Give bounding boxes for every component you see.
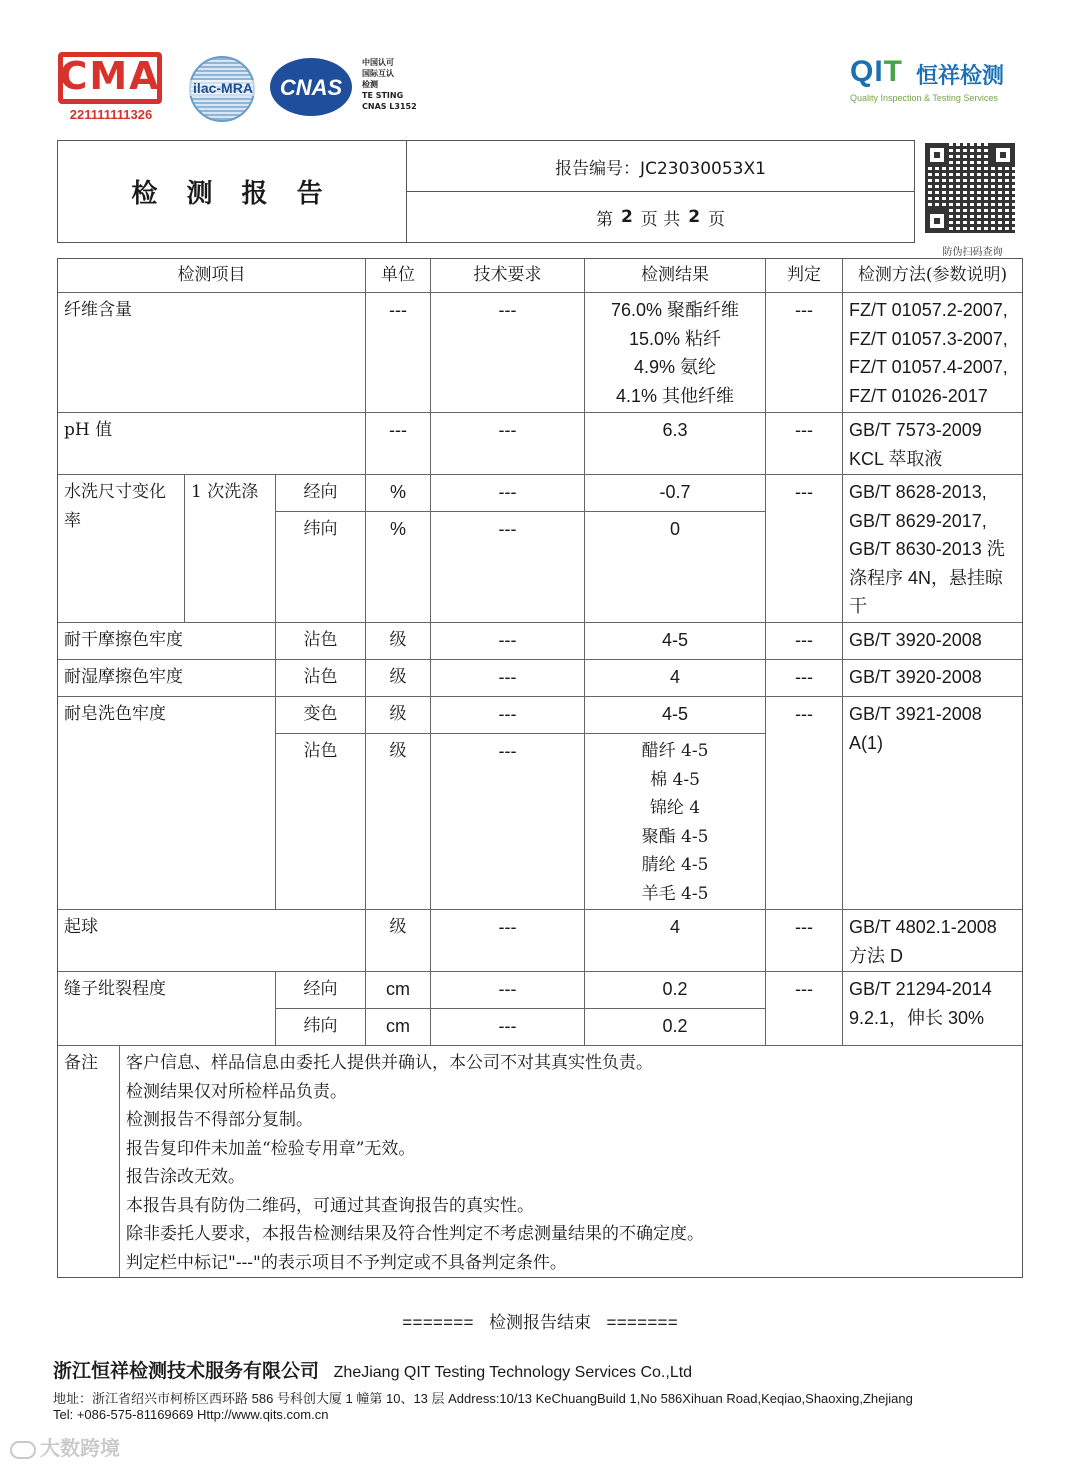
cnas-side-text [362,57,432,112]
page-suffix: 页 [708,209,726,230]
judgement-cell: --- [766,475,843,623]
method-line: GB/T 21294-2014 [849,979,992,999]
requirement-cell: --- [431,512,585,623]
unit-cell: 级 [366,697,431,734]
table-row-item: 耐干摩擦色牢度 [58,623,276,660]
cma-logo [58,52,163,124]
report-title: 检 测 报 告 [131,179,333,209]
method-cell [843,293,1022,413]
stain-result-line: 羊毛 4-5 [641,883,709,904]
table-row-item: 缝子纰裂程度 [58,972,276,1046]
method-line: 9.2.1，伸长 30% [849,1007,985,1028]
company-name-cn: 浙江恒祥检测技术服务有限公司 [53,1360,320,1382]
note-line: 判定栏中标记"---"的表示项目不予判定或不具备判定条件。 [126,1252,567,1273]
requirement-cell: --- [431,413,585,475]
requirement-cell: --- [431,734,585,910]
note-line: 检测报告不得部分复制。 [126,1110,313,1130]
note-line: 本报告具有防伪二维码，可通过其查询报告的真实性。 [126,1195,534,1216]
report-end-marker [0,1308,1080,1334]
qr-caption: 防伪扫码查询 [942,247,1003,258]
result-cell: 0 [585,512,766,623]
fiber-result-line: 4.1% 其他纤维 [615,385,735,406]
stain-result-line: 腈纶 4-5 [641,855,709,875]
cnas-side-line: 国际互认 [362,69,394,78]
result-cell: 4 [585,910,766,972]
method-cell [843,910,1022,972]
qit-brand [850,55,903,89]
report-title-cell [58,141,407,242]
qit-logo [850,55,1020,105]
table-row-item: 耐湿摩擦色牢度 [58,660,276,697]
stain-result-line: 锦纶 4 [649,798,701,818]
method-line: FZ/T 01057.3-2007, [849,328,1008,349]
notes-label: 备注 [58,1046,120,1277]
footer-company [53,1356,692,1383]
report-number: 报告编号：JC23030053X1 [407,141,914,192]
notes-list [120,1046,1022,1277]
page-current: 2 [620,207,633,227]
wash-cycle-cell: 1 次洗涤 [185,475,276,623]
footer-contact[interactable]: Tel: +086-575-81169669 Http://www.qits.com.cn [53,1407,329,1422]
table-row-item: 纤维含量 [58,293,366,413]
ilac-mra-logo [189,56,257,122]
method-line: FZ/T 01057.2-2007, [849,300,1008,320]
qr-finder [991,143,1015,167]
fiber-result-line: 76.0% 聚酯纤维 [610,300,740,320]
test-results-table [57,258,1023,1278]
method-cell: GB/T 3920-2008 [843,623,1022,660]
header-result: 检测结果 [585,259,766,293]
cnas-text: CNAS [279,75,343,100]
unit-cell: cm [366,1009,431,1046]
qit-brand-t: T [883,55,903,88]
judgement-cell: --- [766,623,843,660]
requirement-cell: --- [431,475,585,512]
stain-result-line: 聚酯 4-5 [641,826,709,847]
direction-cell: 纬向 [276,512,366,623]
sub-item-cell: 沾色 [276,623,366,660]
qit-subtitle: Quality Inspection & Testing Services [850,93,998,103]
note-line: 除非委托人要求，本报告检测结果及符合性判定不考虑测量结果的不确定度。 [126,1224,704,1244]
header-item: 检测项目 [58,259,366,293]
table-row-item: pH 值 [58,413,366,475]
end-marker-left: ======= [402,1315,474,1334]
result-cell: 6.3 [585,413,766,475]
header-requirement: 技术要求 [431,259,585,293]
end-marker-text: 检测报告结束 [489,1313,591,1333]
note-line: 报告复印件未加盖“检验专用章”无效。 [126,1138,416,1159]
cma-letters: CMA [59,54,161,98]
page-indicator [407,192,914,242]
table-row-item: 起球 [58,910,366,972]
result-cell: 4-5 [585,623,766,660]
cnas-side-line: 检测 [362,80,378,89]
requirement-cell: --- [431,972,585,1009]
method-line: 方法 D [849,945,903,966]
qit-brand-qi: QI [850,55,884,88]
judgement-cell: --- [766,293,843,413]
note-line: 检测结果仅对所检样品负责。 [126,1081,347,1102]
unit-cell: % [366,475,431,512]
stain-result-line: 棉 4-5 [650,769,700,790]
page-total: 2 [688,207,701,227]
method-line: GB/T 3921-2008 [849,704,982,724]
requirement-cell: --- [431,660,585,697]
method-line: FZ/T 01026-2017 [849,385,988,406]
sub-item-cell: 沾色 [276,660,366,697]
judgement-cell: --- [766,413,843,475]
company-name-en: ZheJiang QIT Testing Technology Services Co.,Ltd [333,1364,693,1381]
cnas-side-line: CNAS L3152 [362,102,417,111]
result-cell: -0.7 [585,475,766,512]
method-cell: GB/T 3920-2008 [843,660,1022,697]
stain-result-line: 醋纤 4-5 [641,741,709,761]
sub-item-cell: 沾色 [276,734,366,910]
end-marker-right: ======= [606,1315,678,1334]
unit-cell: 级 [366,910,431,972]
report-title-box [57,140,915,243]
ilac-mra-text: ilac-MRA [185,80,261,96]
judgement-cell: --- [766,697,843,910]
page-prefix: 第 [595,209,613,230]
qr-finder [925,209,949,233]
direction-cell: 纬向 [276,1009,366,1046]
cnas-side-line: 中国认可 [362,58,394,67]
result-cell: 4 [585,660,766,697]
page-mid: 页 共 [640,209,681,230]
result-cell: 4-5 [585,697,766,734]
method-line: GB/T 4802.1-2008 [849,917,997,937]
header-unit: 单位 [366,259,431,293]
result-cell: 0.2 [585,1009,766,1046]
judgement-cell: --- [766,972,843,1046]
judgement-cell: --- [766,910,843,972]
result-cell: 0.2 [585,972,766,1009]
unit-cell: --- [366,293,431,413]
unit-cell: % [366,512,431,623]
method-line: A(1) [849,732,884,753]
note-line: 客户信息、样品信息由委托人提供并确认，本公司不对其真实性负责。 [126,1053,653,1073]
method-cell [843,697,1022,910]
unit-cell: 级 [366,734,431,910]
qit-cn-name: 恒祥检测 [916,64,1005,89]
unit-cell: cm [366,972,431,1009]
result-cell [585,734,766,910]
requirement-cell: --- [431,1009,585,1046]
direction-cell: 经向 [276,972,366,1009]
method-line: GB/T 7573-2009 [849,420,982,440]
direction-cell: 经向 [276,475,366,512]
method-line: FZ/T 01057.4-2007, [849,357,1008,377]
fiber-result-line: 4.9% 氨纶 [633,357,717,377]
requirement-cell: --- [431,910,585,972]
footer-address: 地址：浙江省绍兴市柯桥区西环路 586 号科创大厦 1 幢第 10、13 层 Address:10/13 KeChuangBuild 1,No 586Xihuan Road,Keqiao,Shaoxing,Zhejiang [53,1391,913,1406]
unit-cell: 级 [366,660,431,697]
fiber-result-line: 15.0% 粘纤 [628,328,722,349]
judgement-cell: --- [766,660,843,697]
unit-cell: 级 [366,623,431,660]
watermark-logo-icon [10,1441,36,1459]
unit-cell: --- [366,413,431,475]
cnas-logo [270,58,352,118]
watermark [10,1432,120,1461]
qr-code-icon[interactable] [925,143,1015,233]
method-cell [843,972,1022,1046]
table-row-item: 耐皂洗色牢度 [58,697,276,910]
sub-item-cell: 变色 [276,697,366,734]
header-method: 检测方法(参数说明) [843,259,1022,293]
method-cell [843,413,1022,475]
table-row-item: 水洗尺寸变化率 [58,475,185,623]
note-line: 报告涂改无效。 [126,1167,245,1187]
requirement-cell: --- [431,293,585,413]
cma-number: 221111111326 [69,107,153,122]
method-line: KCL 萃取液 [849,448,943,469]
header-judgement: 判定 [766,259,843,293]
result-cell [585,293,766,413]
method-cell: GB/T 8628-2013, GB/T 8629-2017, GB/T 8630-2013 洗涤程序 4N，悬挂晾干 [843,475,1022,623]
watermark-text: 大数跨境 [40,1436,120,1460]
cnas-side-line: TE STING [362,91,404,100]
requirement-cell: --- [431,623,585,660]
requirement-cell: --- [431,697,585,734]
qr-finder [925,143,949,167]
